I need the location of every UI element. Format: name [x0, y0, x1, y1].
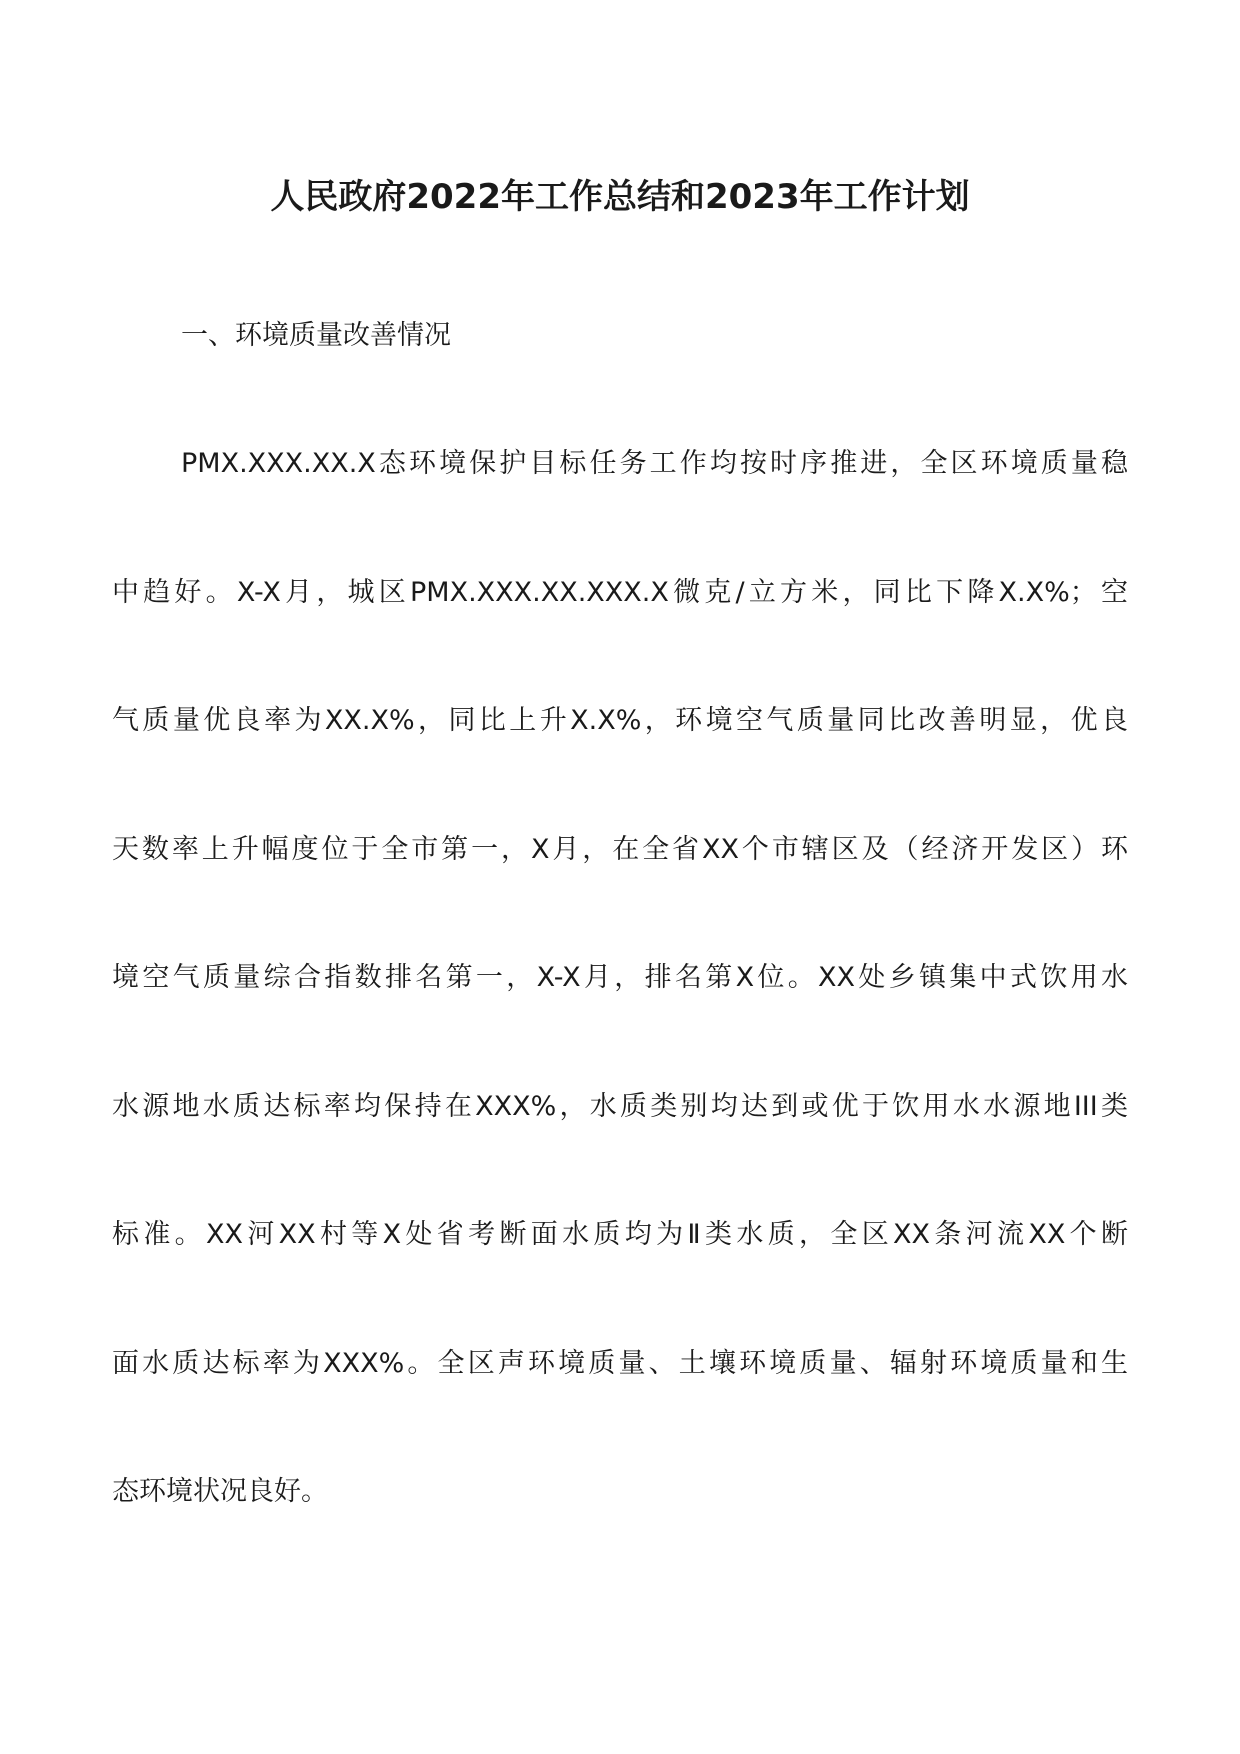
- paragraph-line-7: 标准。XX河XX村等X处省考断面水质均为Ⅱ类水质，全区XX条河流XX个断: [112, 1219, 1128, 1250]
- paragraph-line-4: 天数率上升幅度位于全市第一，X月，在全省XX个市辖区及（经济开发区）环: [112, 834, 1128, 865]
- paragraph-line-2: 中趋好。X-X月，城区PMX.XXX.XX.XXX.X微克/立方米，同比下降X.X%；空: [112, 577, 1128, 608]
- paragraph-line-3: 气质量优良率为XX.X%，同比上升X.X%，环境空气质量同比改善明显，优良: [112, 705, 1128, 736]
- paragraph-line-9: 态环境状况良好。: [112, 1476, 328, 1507]
- document-title: 人民政府2022年工作总结和2023年工作计划: [270, 177, 970, 217]
- paragraph-line-6: 水源地水质达标率均保持在XXX%，水质类别均达到或优于饮用水水源地III类: [112, 1091, 1128, 1122]
- paragraph-line-1: PMX.XXX.XX.X态环境保护目标任务工作均按时序推进，全区环境质量稳: [181, 448, 1128, 479]
- paragraph-line-8: 面水质达标率为XXX%。全区声环境质量、土壤环境质量、辐射环境质量和生: [112, 1348, 1128, 1379]
- paragraph-line-5: 境空气质量综合指数排名第一，X-X月，排名第X位。XX处乡镇集中式饮用水: [112, 962, 1128, 993]
- section-heading: 一、环境质量改善情况: [181, 320, 451, 351]
